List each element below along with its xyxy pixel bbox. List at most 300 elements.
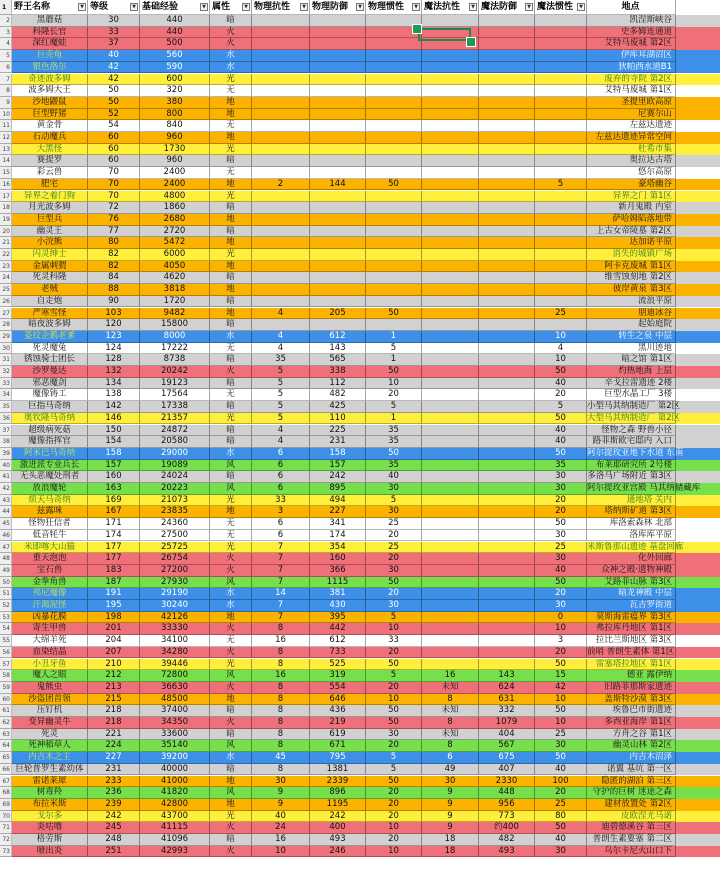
cell-level[interactable]: 84 — [88, 272, 140, 284]
row-number[interactable]: 47 — [0, 542, 12, 554]
cell-name[interactable]: 闪灵绅士 — [12, 249, 88, 261]
cell-mag-resist[interactable] — [422, 167, 479, 179]
cell-phys-def[interactable] — [310, 109, 366, 121]
cell-mag-def[interactable] — [479, 214, 535, 226]
cell-mag-def[interactable] — [479, 296, 535, 308]
cell-mag-inertia[interactable]: 50 — [535, 822, 587, 834]
cell-mag-inertia[interactable]: 50 — [535, 659, 587, 671]
cell-level[interactable]: 50 — [88, 85, 140, 97]
cell-mag-def[interactable] — [479, 483, 535, 495]
cell-mag-def[interactable] — [479, 191, 535, 203]
cell-phys-inertia[interactable]: 10 — [366, 623, 422, 635]
cell-mag-def[interactable] — [479, 354, 535, 366]
cell-mag-def[interactable] — [479, 448, 535, 460]
cell-exp[interactable]: 320 — [140, 85, 210, 97]
cell-mag-resist[interactable] — [422, 155, 479, 167]
row-number[interactable]: 70 — [0, 811, 12, 823]
cell-location[interactable]: 新月鬼殿 内室 — [587, 202, 676, 214]
cell-phys-resist[interactable]: 8 — [252, 717, 310, 729]
cell-mag-def[interactable]: 332 — [479, 705, 535, 717]
cell-attribute[interactable]: 水 — [210, 448, 252, 460]
cell-level[interactable]: 239 — [88, 799, 140, 811]
cell-phys-inertia[interactable]: 5 — [366, 612, 422, 624]
cell-exp[interactable]: 25725 — [140, 542, 210, 554]
cell-mag-def[interactable] — [479, 389, 535, 401]
cell-name[interactable]: 邪恶魔剑 — [12, 378, 88, 390]
cell-mag-inertia[interactable]: 50 — [535, 577, 587, 589]
cell-exp[interactable]: 2720 — [140, 226, 210, 238]
cell-phys-resist[interactable]: 4 — [252, 436, 310, 448]
cell-mag-inertia[interactable] — [535, 261, 587, 273]
row-number[interactable]: 73 — [0, 846, 12, 858]
cell-phys-def[interactable]: 565 — [310, 354, 366, 366]
cell-phys-inertia[interactable]: 50 — [366, 705, 422, 717]
cell-mag-resist[interactable] — [422, 261, 479, 273]
cell-name[interactable]: 巨壳龟 — [12, 50, 88, 62]
cell-phys-inertia[interactable]: 50 — [366, 577, 422, 589]
cell-phys-resist[interactable] — [252, 261, 310, 273]
cell-mag-resist[interactable] — [422, 85, 479, 97]
cell-mag-resist[interactable] — [422, 179, 479, 191]
cell-phys-resist[interactable]: 7 — [252, 612, 310, 624]
cell-attribute[interactable]: 暗 — [210, 705, 252, 717]
cell-exp[interactable]: 34100 — [140, 635, 210, 647]
cell-phys-def[interactable]: 366 — [310, 565, 366, 577]
cell-name[interactable]: 金属刺猬 — [12, 261, 88, 273]
cell-exp[interactable]: 5472 — [140, 237, 210, 249]
cell-mag-resist[interactable] — [422, 530, 479, 542]
cell-location[interactable]: 方舟之谷 第1区 — [587, 729, 676, 741]
cell-phys-resist[interactable] — [252, 296, 310, 308]
cell-name[interactable]: 暗夜波多姆 — [12, 319, 88, 331]
cell-exp[interactable]: 33600 — [140, 729, 210, 741]
cell-exp[interactable]: 42126 — [140, 612, 210, 624]
cell-phys-resist[interactable]: 4 — [252, 308, 310, 320]
cell-phys-def[interactable] — [310, 50, 366, 62]
cell-location[interactable]: 左兹达遗迹异常空间 — [587, 132, 676, 144]
cell-phys-def[interactable]: 174 — [310, 530, 366, 542]
cell-phys-inertia[interactable]: 50 — [366, 659, 422, 671]
cell-phys-inertia[interactable] — [366, 97, 422, 109]
cell-phys-inertia[interactable] — [366, 319, 422, 331]
cell-mag-def[interactable] — [479, 518, 535, 530]
cell-phys-inertia[interactable] — [366, 62, 422, 74]
cell-phys-inertia[interactable] — [366, 85, 422, 97]
cell-attribute[interactable]: 暗 — [210, 202, 252, 214]
cell-location[interactable]: 阿尔提玫亚宫殿 马其纳储藏库 — [587, 483, 701, 493]
cell-name[interactable]: 宝石兽 — [12, 565, 88, 577]
cell-phys-resist[interactable]: 7 — [252, 600, 310, 612]
cell-exp[interactable]: 4800 — [140, 191, 210, 203]
cell-phys-def[interactable] — [310, 155, 366, 167]
cell-mag-def[interactable] — [479, 85, 535, 97]
cell-attribute[interactable]: 地 — [210, 214, 252, 226]
cell-phys-inertia[interactable]: 10 — [366, 846, 422, 858]
cell-exp[interactable]: 15800 — [140, 319, 210, 331]
cell-exp[interactable]: 34350 — [140, 717, 210, 729]
row-number[interactable]: 51 — [0, 588, 12, 600]
cell-phys-resist[interactable] — [252, 237, 310, 249]
cell-exp[interactable]: 9482 — [140, 308, 210, 320]
cell-mag-inertia[interactable]: 42 — [535, 682, 587, 694]
cell-mag-inertia[interactable]: 100 — [535, 776, 587, 788]
cell-location[interactable]: 皮欧涅尤马诺 — [587, 811, 676, 823]
cell-mag-inertia[interactable]: 50 — [535, 366, 587, 378]
cell-phys-def[interactable]: 2339 — [310, 776, 366, 788]
cell-phys-inertia[interactable]: 20 — [366, 834, 422, 846]
cell-mag-resist[interactable]: 9 — [422, 811, 479, 823]
row-number[interactable]: 27 — [0, 308, 12, 320]
cell-mag-def[interactable] — [479, 623, 535, 635]
cell-phys-resist[interactable] — [252, 27, 310, 39]
cell-phys-def[interactable]: 110 — [310, 413, 366, 425]
row-number[interactable]: 53 — [0, 612, 12, 624]
cell-attribute[interactable]: 无 — [210, 343, 252, 355]
cell-phys-def[interactable]: 112 — [310, 378, 366, 390]
cell-attribute[interactable]: 暗 — [210, 834, 252, 846]
cell-attribute[interactable]: 暗 — [210, 296, 252, 308]
cell-phys-resist[interactable] — [252, 191, 310, 203]
cell-location[interactable]: 路菲斯欧宅邸内 入口 — [587, 436, 676, 448]
row-number[interactable]: 37 — [0, 425, 12, 437]
cell-phys-def[interactable] — [310, 226, 366, 238]
cell-phys-inertia[interactable]: 30 — [366, 565, 422, 577]
cell-phys-inertia[interactable]: 50 — [366, 179, 422, 191]
cell-mag-def[interactable] — [479, 27, 535, 39]
cell-name[interactable]: 树毒羚 — [12, 787, 88, 799]
cell-phys-def[interactable] — [310, 85, 366, 97]
cell-phys-resist[interactable]: 6 — [252, 471, 310, 483]
cell-attribute[interactable]: 光 — [210, 191, 252, 203]
cell-mag-def[interactable]: 143 — [479, 670, 535, 682]
cell-name[interactable]: 兹露咪 — [12, 506, 88, 518]
cell-location[interactable]: 普朗生素要塞 第二区 — [587, 834, 676, 846]
cell-phys-resist[interactable] — [252, 202, 310, 214]
cell-mag-def[interactable]: 1079 — [479, 717, 535, 729]
cell-name[interactable]: 死灵魔兔 — [12, 343, 88, 355]
cell-level[interactable]: 198 — [88, 612, 140, 624]
cell-attribute[interactable]: 无 — [210, 530, 252, 542]
cell-phys-resist[interactable] — [252, 214, 310, 226]
cell-mag-inertia[interactable] — [535, 50, 587, 62]
cell-level[interactable]: 231 — [88, 764, 140, 776]
cell-exp[interactable]: 560 — [140, 50, 210, 62]
row-number[interactable]: 19 — [0, 214, 12, 226]
cell-mag-resist[interactable] — [422, 483, 479, 495]
cell-name[interactable]: 无头恶魔处刑者 — [12, 471, 88, 483]
cell-phys-resist[interactable]: 30 — [252, 776, 310, 788]
cell-attribute[interactable]: 水 — [210, 331, 252, 343]
cell-exp[interactable]: 960 — [140, 132, 210, 144]
cell-attribute[interactable]: 无 — [210, 635, 252, 647]
cell-mag-inertia[interactable]: 80 — [535, 811, 587, 823]
cell-level[interactable]: 50 — [88, 97, 140, 109]
cell-mag-resist[interactable] — [422, 15, 479, 27]
cell-level[interactable]: 70 — [88, 179, 140, 191]
cell-mag-def[interactable] — [479, 577, 535, 589]
cell-exp[interactable]: 39446 — [140, 659, 210, 671]
cell-name[interactable]: 汗渴泥怪 — [12, 600, 88, 612]
cell-mag-inertia[interactable]: 40 — [535, 764, 587, 776]
cell-name[interactable]: 放浪魔轮 — [12, 483, 88, 495]
cell-attribute[interactable]: 地 — [210, 799, 252, 811]
cell-mag-inertia[interactable]: 25 — [535, 799, 587, 811]
cell-level[interactable]: 245 — [88, 822, 140, 834]
cell-mag-resist[interactable] — [422, 97, 479, 109]
row-number[interactable]: 29 — [0, 331, 12, 343]
cell-mag-resist[interactable] — [422, 565, 479, 577]
cell-phys-resist[interactable]: 16 — [252, 635, 310, 647]
cell-attribute[interactable]: 火 — [210, 647, 252, 659]
cell-level[interactable]: 160 — [88, 471, 140, 483]
cell-mag-def[interactable]: 404 — [479, 729, 535, 741]
cell-name[interactable]: 死灵科隆 — [12, 272, 88, 284]
cell-level[interactable]: 171 — [88, 518, 140, 530]
cell-level[interactable]: 90 — [88, 296, 140, 308]
row-number[interactable]: 7 — [0, 74, 12, 86]
cell-phys-resist[interactable]: 40 — [252, 811, 310, 823]
cell-phys-inertia[interactable]: 50 — [366, 308, 422, 320]
cell-level[interactable]: 37 — [88, 38, 140, 50]
row-number[interactable]: 65 — [0, 752, 12, 764]
cell-exp[interactable]: 19089 — [140, 460, 210, 472]
cell-exp[interactable]: 1860 — [140, 202, 210, 214]
cell-location[interactable]: 异界之门 第1区 — [587, 191, 676, 203]
cell-phys-resist[interactable]: 6 — [252, 518, 310, 530]
cell-attribute[interactable]: 无 — [210, 389, 252, 401]
cell-phys-inertia[interactable]: 50 — [366, 776, 422, 788]
row-number[interactable]: 22 — [0, 249, 12, 261]
cell-location[interactable]: 诺翼 基坑 第一区 — [587, 764, 676, 776]
cell-mag-def[interactable] — [479, 331, 535, 343]
cell-level[interactable]: 132 — [88, 366, 140, 378]
cell-phys-resist[interactable]: 4 — [252, 331, 310, 343]
cell-phys-resist[interactable]: 8 — [252, 705, 310, 717]
cell-attribute[interactable]: 水 — [210, 62, 252, 74]
cell-exp[interactable]: 39200 — [140, 752, 210, 764]
cell-phys-resist[interactable]: 33 — [252, 495, 310, 507]
cell-level[interactable]: 163 — [88, 483, 140, 495]
cell-mag-inertia[interactable]: 25 — [535, 542, 587, 554]
cell-phys-inertia[interactable]: 25 — [366, 518, 422, 530]
cell-mag-resist[interactable] — [422, 612, 479, 624]
cell-phys-def[interactable] — [310, 202, 366, 214]
cell-mag-inertia[interactable] — [535, 296, 587, 308]
cell-name[interactable]: 喷出炎 — [12, 846, 88, 858]
cell-phys-resist[interactable] — [252, 74, 310, 86]
cell-attribute[interactable]: 光 — [210, 249, 252, 261]
cell-location[interactable]: 辛戈拉雷遗迹 2楼 — [587, 378, 676, 390]
cell-exp[interactable]: 43700 — [140, 811, 210, 823]
cell-phys-inertia[interactable] — [366, 50, 422, 62]
cell-location[interactable]: 幽灵山林 第2区 — [587, 740, 676, 752]
cell-phys-def[interactable]: 895 — [310, 483, 366, 495]
cell-mag-inertia[interactable] — [535, 27, 587, 39]
row-number[interactable]: 13 — [0, 144, 12, 156]
cell-mag-resist[interactable] — [422, 553, 479, 565]
cell-phys-resist[interactable] — [252, 38, 310, 50]
cell-attribute[interactable]: 暗 — [210, 436, 252, 448]
cell-name[interactable]: 大绵羊死 — [12, 635, 88, 647]
cell-mag-resist[interactable] — [422, 272, 479, 284]
cell-location[interactable]: 雷塞塔拉地区 第1区 — [587, 659, 676, 671]
cell-name[interactable]: 死神稻草人 — [12, 740, 88, 752]
row-number[interactable]: 14 — [0, 155, 12, 167]
cell-mag-inertia[interactable]: 30 — [535, 483, 587, 495]
cell-attribute[interactable]: 水 — [210, 752, 252, 764]
cell-name[interactable]: 魔像指挥官 — [12, 436, 88, 448]
cell-level[interactable]: 221 — [88, 729, 140, 741]
cell-level[interactable]: 60 — [88, 144, 140, 156]
cell-phys-resist[interactable] — [252, 120, 310, 132]
cell-mag-resist[interactable]: 未知 — [422, 729, 479, 741]
cell-exp[interactable]: 26754 — [140, 553, 210, 565]
cell-name[interactable]: 彩云兽 — [12, 167, 88, 179]
cell-exp[interactable]: 35140 — [140, 740, 210, 752]
cell-name[interactable]: 黄金骨 — [12, 120, 88, 132]
cell-mag-resist[interactable] — [422, 518, 479, 530]
cell-location[interactable]: 左兹达遗迹 — [587, 120, 676, 132]
cell-attribute[interactable]: 光 — [210, 413, 252, 425]
cell-mag-def[interactable]: 2330 — [479, 776, 535, 788]
cell-level[interactable]: 207 — [88, 647, 140, 659]
cell-exp[interactable]: 17564 — [140, 389, 210, 401]
cell-mag-def[interactable] — [479, 659, 535, 671]
cell-location[interactable]: 巨型水晶工厂 3楼 — [587, 389, 676, 401]
cell-phys-resist[interactable]: 5 — [252, 413, 310, 425]
cell-name[interactable]: 压钉机 — [12, 705, 88, 717]
cell-level[interactable]: 187 — [88, 577, 140, 589]
cell-attribute[interactable]: 地 — [210, 261, 252, 273]
cell-phys-inertia[interactable]: 33 — [366, 635, 422, 647]
cell-phys-inertia[interactable] — [366, 109, 422, 121]
cell-level[interactable]: 150 — [88, 425, 140, 437]
cell-level[interactable]: 33 — [88, 27, 140, 39]
cell-mag-resist[interactable]: 9 — [422, 787, 479, 799]
cell-exp[interactable]: 33330 — [140, 623, 210, 635]
cell-name[interactable]: 怪物狂信者 — [12, 518, 88, 530]
row-number[interactable]: 41 — [0, 471, 12, 483]
cell-mag-def[interactable] — [479, 343, 535, 355]
cell-phys-inertia[interactable]: 1 — [366, 354, 422, 366]
cell-location[interactable]: 达加诺平原 — [587, 237, 676, 249]
cell-exp[interactable]: 20580 — [140, 436, 210, 448]
cell-attribute[interactable]: 光 — [210, 495, 252, 507]
cell-location[interactable]: 狄帕西水道B1 — [587, 62, 676, 74]
cell-exp[interactable]: 27200 — [140, 565, 210, 577]
cell-mag-def[interactable] — [479, 284, 535, 296]
cell-attribute[interactable]: 地 — [210, 179, 252, 191]
cell-location[interactable]: 塔纳斯矿道 第3区 — [587, 506, 676, 518]
cell-location[interactable]: 杜希市集 — [587, 144, 676, 156]
cell-phys-resist[interactable]: 8 — [252, 764, 310, 776]
cell-phys-def[interactable] — [310, 97, 366, 109]
cell-phys-inertia[interactable]: 5 — [366, 343, 422, 355]
cell-phys-inertia[interactable]: 50 — [366, 717, 422, 729]
cell-level[interactable]: 233 — [88, 776, 140, 788]
cell-location[interactable]: 拉比兰斯地区 第3区 — [587, 635, 676, 647]
cell-phys-inertia[interactable] — [366, 74, 422, 86]
cell-phys-def[interactable]: 425 — [310, 401, 366, 413]
cell-phys-resist[interactable]: 8 — [252, 740, 310, 752]
row-number[interactable]: 15 — [0, 167, 12, 179]
cell-mag-def[interactable] — [479, 62, 535, 74]
row-number[interactable]: 33 — [0, 378, 12, 390]
cell-mag-inertia[interactable]: 20 — [535, 647, 587, 659]
cell-attribute[interactable]: 火 — [210, 366, 252, 378]
row-number[interactable]: 54 — [0, 623, 12, 635]
cell-mag-inertia[interactable]: 10 — [535, 623, 587, 635]
cell-phys-def[interactable]: 157 — [310, 460, 366, 472]
cell-mag-inertia[interactable]: 10 — [535, 694, 587, 706]
cell-level[interactable]: 76 — [88, 214, 140, 226]
cell-mag-inertia[interactable] — [535, 272, 587, 284]
cell-mag-inertia[interactable]: 15 — [535, 670, 587, 682]
cell-level[interactable]: 215 — [88, 694, 140, 706]
cell-name[interactable]: 沙地鼹鼠 — [12, 97, 88, 109]
row-number[interactable]: 21 — [0, 237, 12, 249]
cell-mag-inertia[interactable] — [535, 167, 587, 179]
cell-level[interactable]: 142 — [88, 401, 140, 413]
row-number[interactable]: 24 — [0, 272, 12, 284]
cell-mag-resist[interactable] — [422, 144, 479, 156]
cell-attribute[interactable]: 无 — [210, 518, 252, 530]
cell-location[interactable]: 艾特马废城 第1区 — [587, 85, 676, 97]
cell-phys-def[interactable]: 341 — [310, 518, 366, 530]
cell-phys-def[interactable] — [310, 272, 366, 284]
cell-phys-def[interactable]: 319 — [310, 670, 366, 682]
cell-mag-inertia[interactable]: 50 — [535, 705, 587, 717]
cell-mag-inertia[interactable] — [535, 144, 587, 156]
cell-mag-resist[interactable] — [422, 308, 479, 320]
cell-location[interactable]: 隐匿的湖泊 第三区 — [587, 776, 676, 788]
cell-name[interactable]: 重天泡泡 — [12, 553, 88, 565]
cell-phys-inertia[interactable]: 20 — [366, 647, 422, 659]
cell-phys-def[interactable]: 395 — [310, 612, 366, 624]
cell-mag-def[interactable] — [479, 50, 535, 62]
cell-name[interactable]: 戈尔多 — [12, 811, 88, 823]
cell-mag-inertia[interactable] — [535, 155, 587, 167]
cell-level[interactable]: 124 — [88, 343, 140, 355]
cell-phys-resist[interactable]: 9 — [252, 799, 310, 811]
cell-level[interactable]: 72 — [88, 202, 140, 214]
cell-exp[interactable]: 41820 — [140, 787, 210, 799]
cell-level[interactable]: 40 — [88, 50, 140, 62]
cell-mag-resist[interactable] — [422, 120, 479, 132]
cell-phys-resist[interactable] — [252, 15, 310, 27]
cell-level[interactable]: 70 — [88, 191, 140, 203]
cell-mag-inertia[interactable]: 20 — [535, 495, 587, 507]
cell-phys-def[interactable] — [310, 284, 366, 296]
cell-exp[interactable]: 19123 — [140, 378, 210, 390]
filter-dropdown-icon[interactable]: ▼ — [412, 3, 420, 11]
cell-location[interactable]: 洛库库平原 — [587, 530, 676, 542]
cell-mag-resist[interactable]: 18 — [422, 846, 479, 858]
cell-exp[interactable]: 840 — [140, 120, 210, 132]
cell-exp[interactable]: 42993 — [140, 846, 210, 858]
cell-mag-inertia[interactable]: 20 — [535, 389, 587, 401]
cell-phys-def[interactable]: 436 — [310, 705, 366, 717]
cell-phys-def[interactable]: 733 — [310, 647, 366, 659]
cell-phys-inertia[interactable]: 20 — [366, 588, 422, 600]
cell-mag-def[interactable] — [479, 378, 535, 390]
cell-phys-resist[interactable]: 14 — [252, 588, 310, 600]
cell-phys-def[interactable] — [310, 319, 366, 331]
cell-exp[interactable]: 29000 — [140, 448, 210, 460]
cell-mag-def[interactable]: 773 — [479, 811, 535, 823]
col-header-name[interactable] — [12, 0, 88, 15]
cell-location[interactable]: 阿卡克废城 第1区 — [587, 261, 676, 273]
